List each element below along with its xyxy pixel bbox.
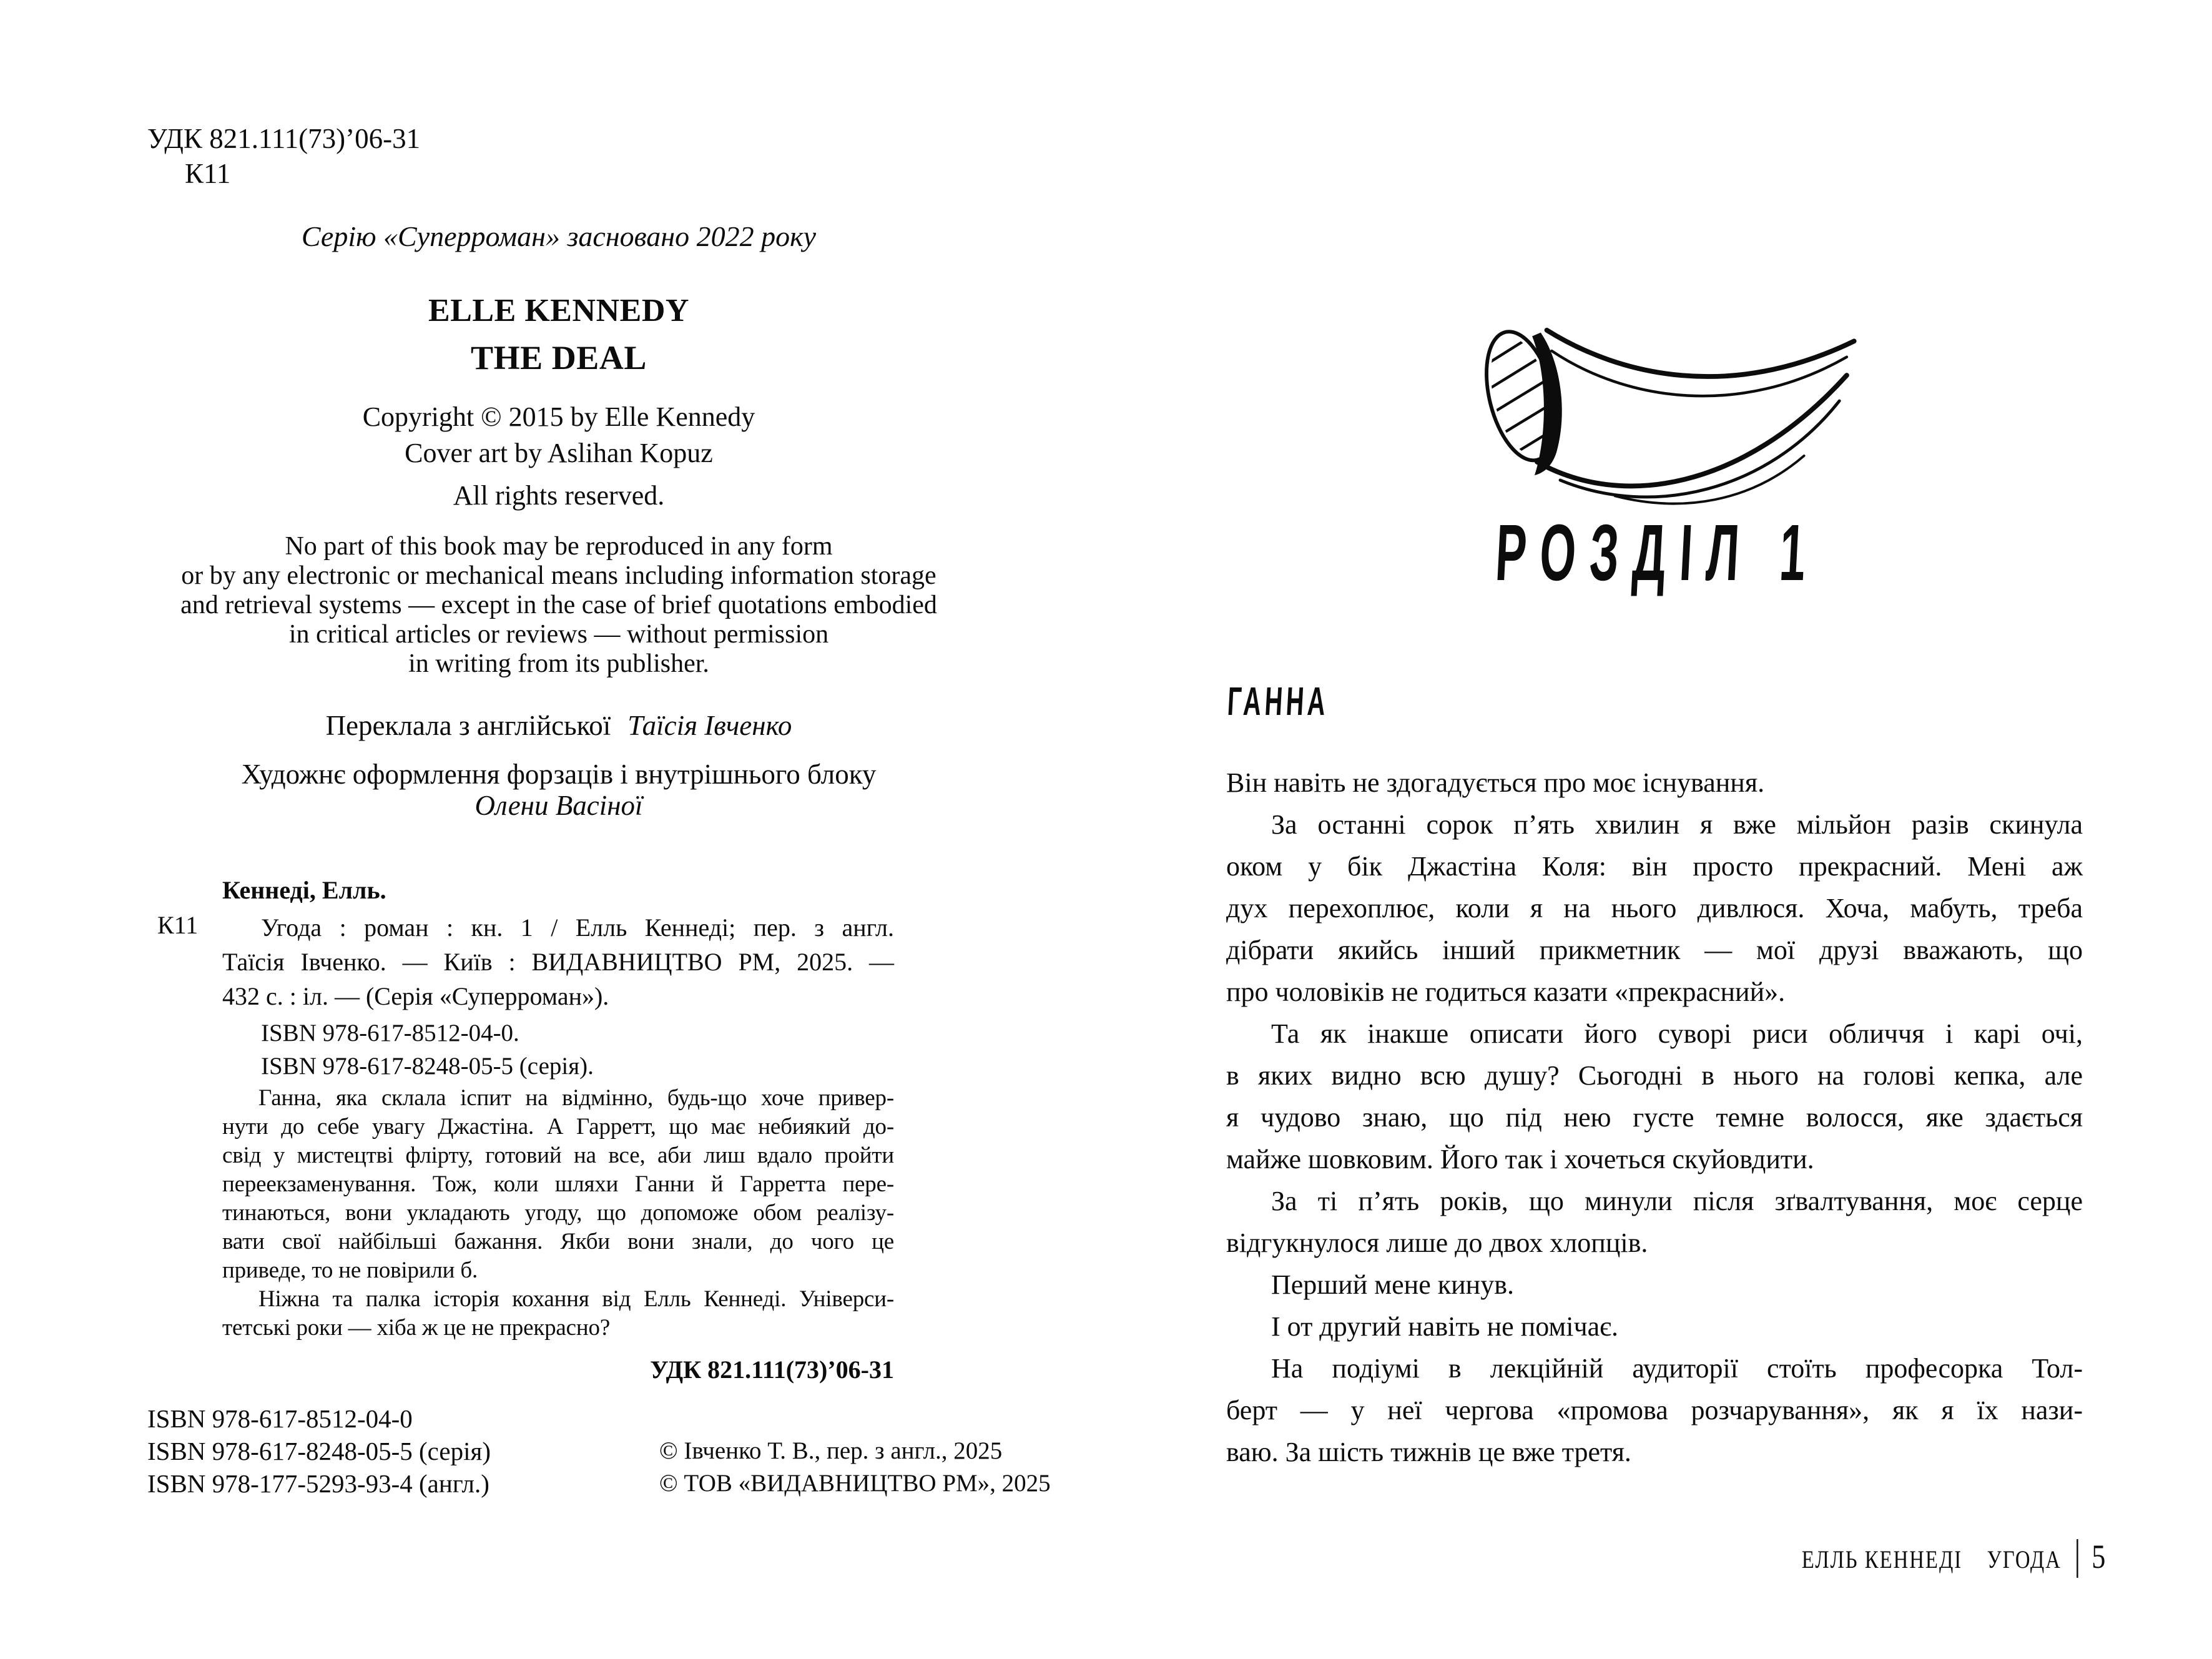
text-line: в яких видно всю душу? Сьогодні в нього на голові кепка, але	[1226, 1060, 2083, 1091]
text-line: вати свої найбільші бажання. Якби вони знали, до чого це	[222, 1229, 894, 1254]
text-line: ISBN 978-177-5293-93-4 (англ.)	[147, 1469, 489, 1498]
text-line: ISBN 978-617-8248-05-5 (серія).	[261, 1053, 594, 1080]
text-line: За ті п’ять років, що минули після зґвалтування, моє серце	[1271, 1186, 2083, 1216]
page-number: 5	[2091, 1538, 2105, 1575]
isbn-block	[147, 1402, 491, 1500]
designer-name: Олени Васіної	[474, 790, 643, 821]
design-credit: Художнє оформлення форзаців і внутрішнього блоку	[241, 759, 877, 790]
text-line: відгукнулося лише до двох хлопців.	[1226, 1228, 1648, 1258]
book-annotation	[222, 1084, 894, 1342]
text-line: ISBN 978-617-8512-04-0	[147, 1404, 413, 1433]
text-line: in critical articles or reviews — without permission	[288, 620, 829, 649]
text-line: про чоловіків не годиться казати «прекрасний».	[1226, 977, 1786, 1007]
text-line: я чудово знаю, що під нею густе темне волосся, яке здається	[1226, 1102, 2083, 1133]
text-line: майже шовковим. Його так і хочеться скуйовдити.	[1226, 1144, 1814, 1174]
text-line: © ТОВ «ВИДАВНИЦТВО РМ», 2025	[659, 1470, 1051, 1497]
horn-illustration	[1467, 298, 1861, 506]
cip-author-entry: Кеннеді, Елль.	[222, 876, 386, 904]
original-title: THE DEAL	[471, 339, 647, 377]
cip-margin-code: К11	[157, 911, 199, 939]
text-line: І от другий навіть не помічає.	[1271, 1311, 1619, 1342]
reproduction-notice	[144, 532, 974, 679]
original-author: ELLE KENNEDY	[428, 293, 689, 328]
text-line: Ганна, яка склала іспит на відмінно, будь-що хоче привер-	[258, 1085, 894, 1111]
text-line: тинаються, вони укладають угоду, що допоможе обом реалізу-	[222, 1200, 894, 1226]
footer-divider	[2077, 1539, 2078, 1578]
text-line: Перший мене кинув.	[1271, 1269, 1514, 1300]
text-line: За останні сорок п’ять хвилин я вже мільйон разів скинула	[1271, 809, 2083, 840]
running-footer	[1217, 1537, 2105, 1578]
text-line: Він навіть не здогадується про моє існування.	[1226, 767, 1765, 798]
text-line: нути до себе увагу Джастіна. А Гарретт, що має небиякий до-	[222, 1114, 894, 1140]
series-note: Серію «Суперроман» засновано 2022 року	[301, 220, 817, 252]
text-line: in writing from its publisher.	[408, 649, 709, 678]
translator-prefix: Переклала з англійської	[325, 710, 611, 741]
text-line: На подіумі в лекційній аудиторії стоїть професорка Тол-	[1271, 1353, 2083, 1384]
text-line: Угода : роман : кн. 1 / Елль Кеннеді; пер. з англ.	[261, 913, 894, 942]
text-line: ваю. За шість тижнів це вже третя.	[1226, 1437, 1631, 1467]
cip-isbn-lines	[261, 1017, 594, 1083]
pov-heading: ГАННА	[1226, 679, 1330, 724]
text-line: тетські роки — хіба ж це не прекрасно?	[222, 1315, 611, 1341]
cover-art-credit: Cover art by Aslihan Kopuz	[405, 438, 713, 468]
text-line: переекзаменування. Тож, коли шляхи Ганни й Гарретта пере-	[222, 1171, 894, 1197]
udk-code-bottom: УДК 821.111(73)’06-31	[650, 1356, 894, 1384]
translator-name: Таїсія Івченко	[627, 710, 792, 741]
translator-credit	[144, 709, 974, 742]
text-line: and retrieval systems — except in the case of brief quotations embodied	[180, 591, 937, 619]
footer-title: УГОДА	[1987, 1545, 2062, 1573]
chapter-heading: РОЗДІЛ 1	[1493, 508, 1822, 598]
text-line: берт — у неї чергова «промова розчарування», як я їх нази-	[1226, 1395, 2083, 1425]
author-sign-code: К11	[185, 158, 231, 189]
text-line: Ніжна та палка історія кохання від Елль Кеннеді. Універси-	[258, 1286, 894, 1312]
text-line: приведе, то не повірили б.	[222, 1258, 478, 1283]
text-line: ISBN 978-617-8248-05-5 (серія)	[147, 1437, 491, 1465]
text-line: 432 с. : іл. — (Серія «Суперроман»).	[222, 982, 609, 1010]
text-line: свід у мистецтві флірту, готовий на все, аби лиш вдало пройти	[222, 1143, 894, 1168]
text-line: No part of this book may be reproduced in any form	[285, 532, 833, 561]
copyright-line: Copyright © 2015 by Elle Kennedy	[362, 401, 755, 432]
cip-entry	[222, 910, 894, 1013]
text-line: © Івченко Т. В., пер. з англ., 2025	[659, 1437, 1003, 1464]
text-line: ISBN 978-617-8512-04-0.	[261, 1020, 519, 1046]
text-line: Таїсія Івченко. — Київ : ВИДАВНИЦТВО РМ, 2025. —	[222, 948, 894, 976]
text-line: or by any electronic or mechanical means including information storage	[181, 561, 936, 590]
text-line: оком у бік Джастіна Коля: він просто прекрасний. Мені аж	[1226, 851, 2083, 882]
text-line: дібрати якийсь інший прикметник — мої друзі вважають, що	[1226, 935, 2083, 965]
chapter-body	[1226, 762, 2083, 1473]
text-line: Та як інакше описати його суворі риси обличчя і карі очі,	[1271, 1018, 2083, 1049]
copyright-block	[659, 1435, 1051, 1500]
text-line: дух перехоплює, коли я на нього дивлюся. Хоча, мабуть, треба	[1226, 893, 2083, 923]
footer-author: ЕЛЛЬ КЕННЕДІ	[1801, 1545, 1962, 1573]
rights-line: All rights reserved.	[453, 480, 665, 511]
udk-code: УДК 821.111(73)’06-31	[147, 123, 421, 154]
